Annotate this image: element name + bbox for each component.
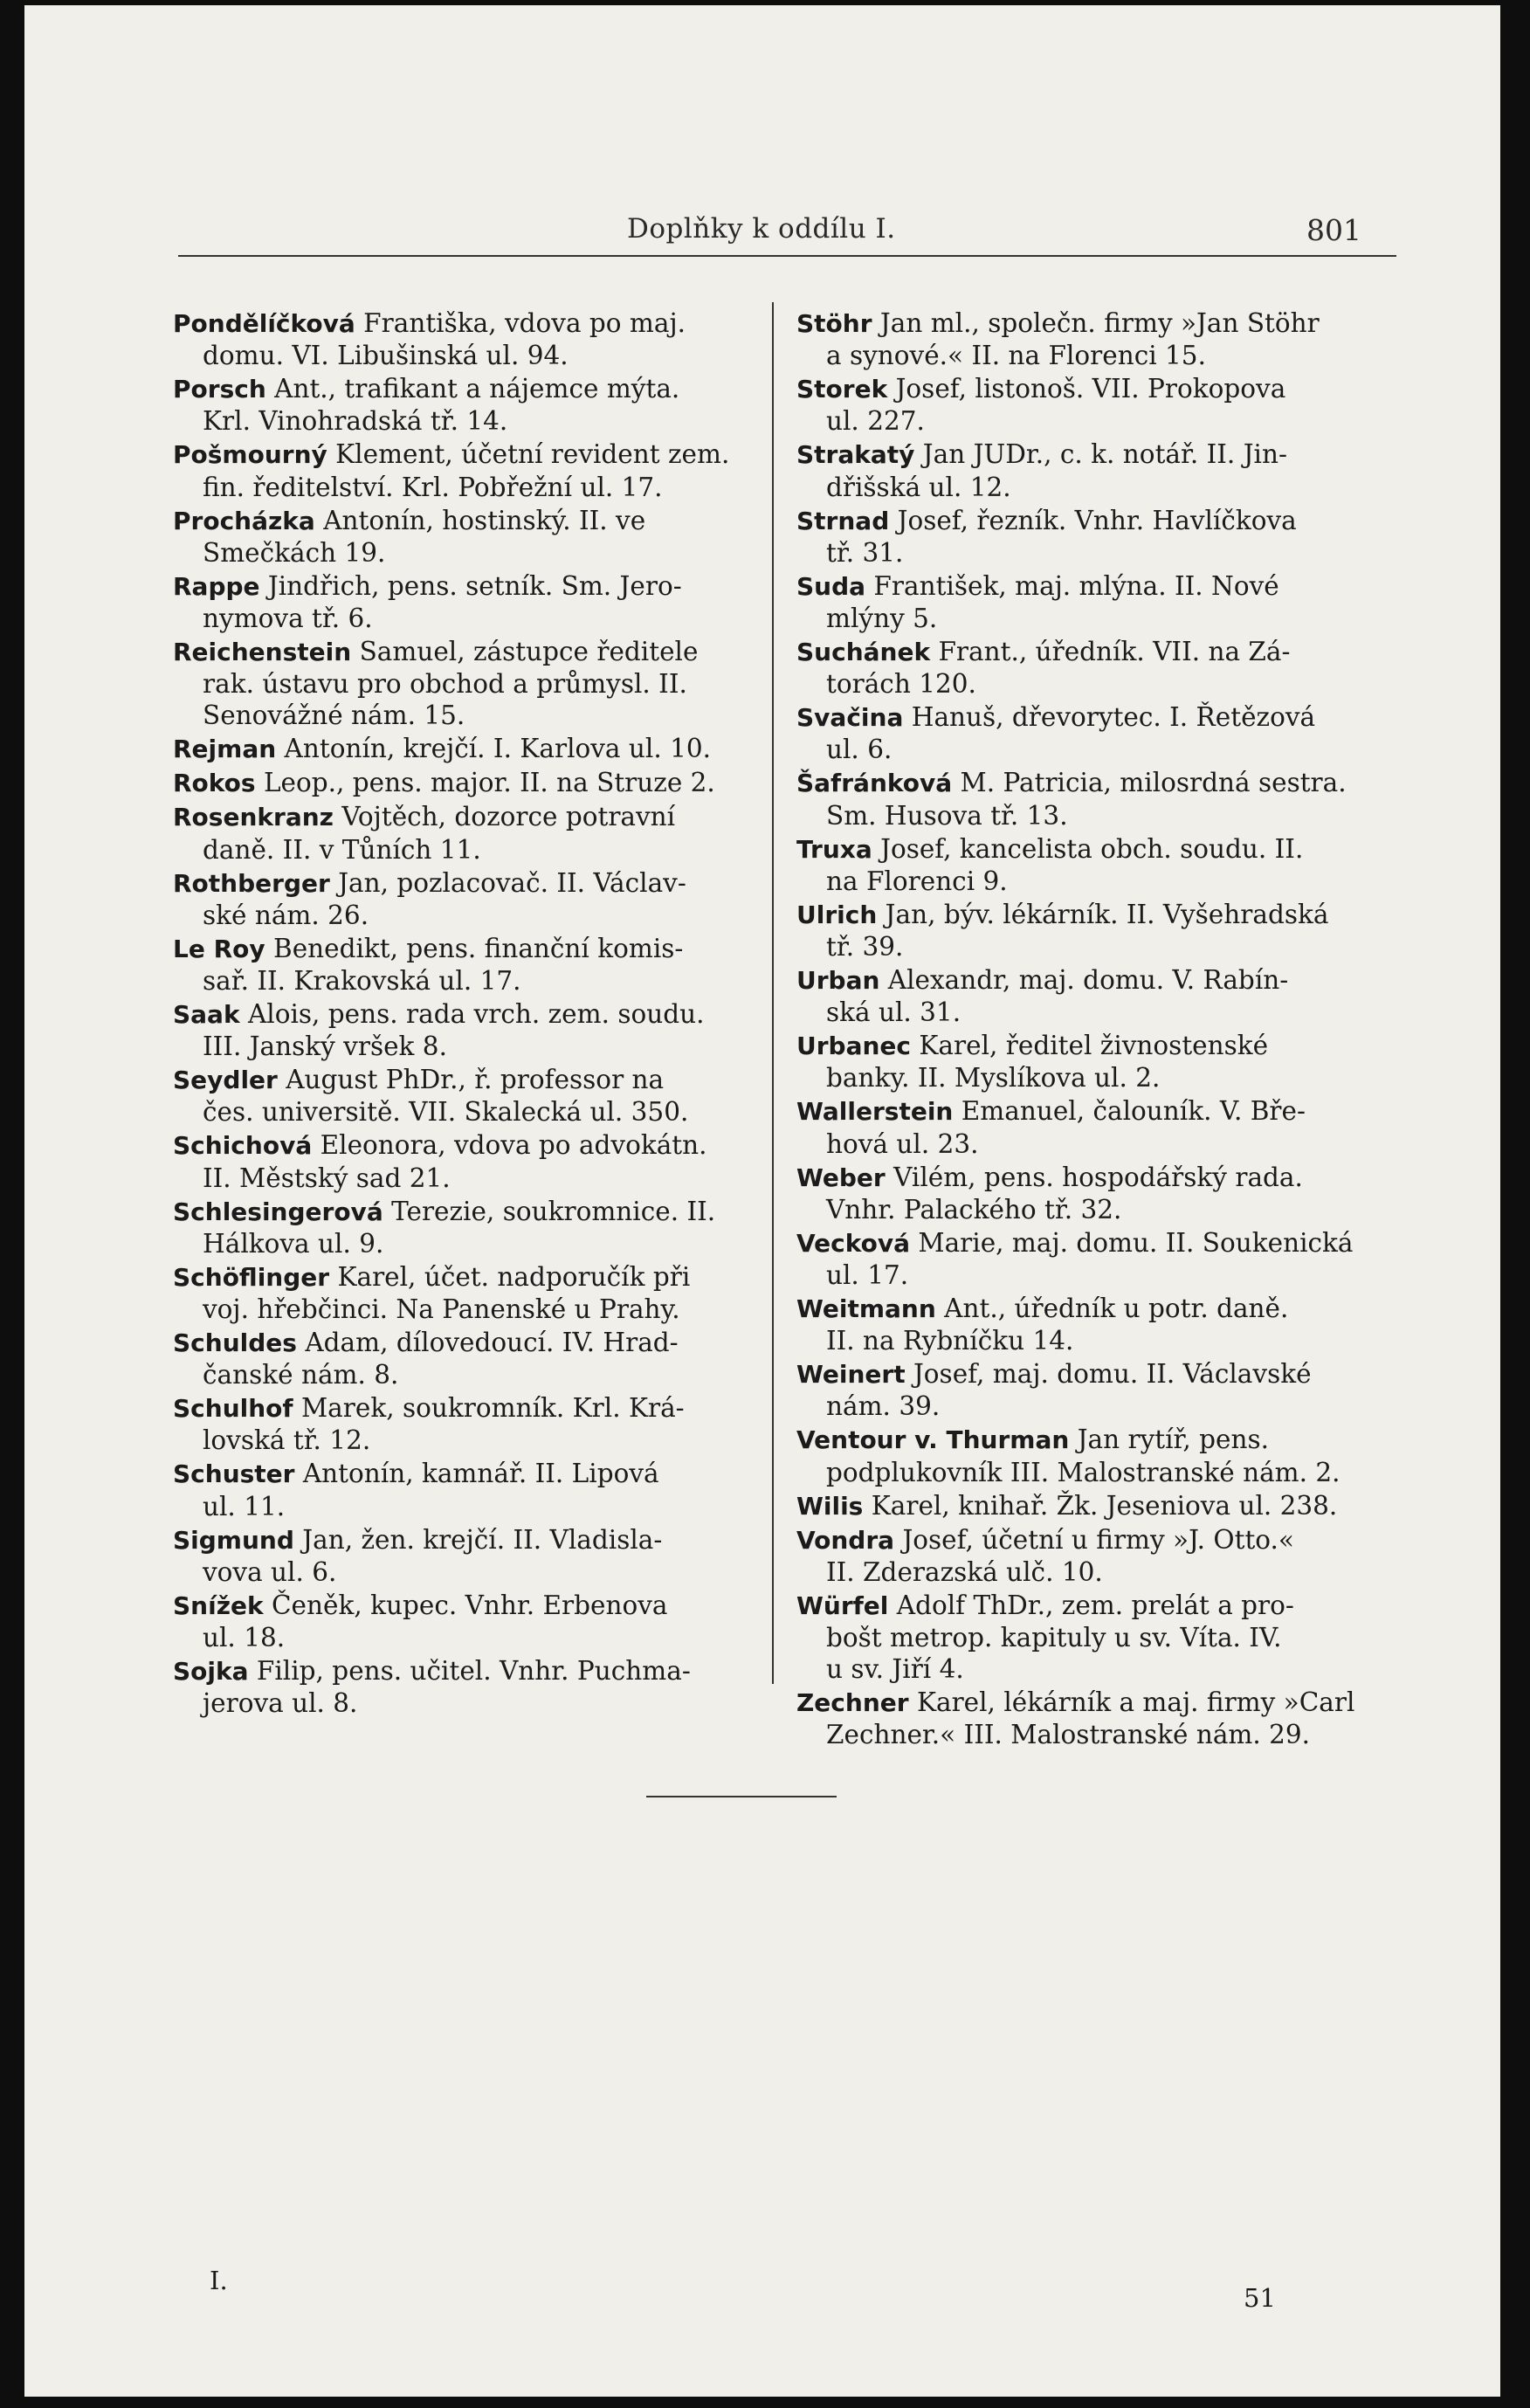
left-column bbox=[173, 307, 767, 1721]
entry-surname: Seydler bbox=[173, 1066, 278, 1095]
entry-text: Ant., úředník u potr. daně. bbox=[935, 1294, 1289, 1324]
entry-continuation: mlýny 5. bbox=[826, 604, 938, 634]
entry-line bbox=[173, 1590, 767, 1622]
entry-text: M. Patricia, milosrdná sestra. bbox=[952, 768, 1347, 798]
entry-line bbox=[173, 1064, 767, 1096]
entry-surname: Würfel bbox=[796, 1590, 889, 1620]
directory-entry bbox=[796, 701, 1399, 765]
directory-entry bbox=[173, 373, 767, 437]
entry-line bbox=[173, 801, 767, 833]
entry-surname: Svačina bbox=[796, 703, 904, 733]
entry-text: Josef, řezník. Vnhr. Havlíčkova bbox=[889, 505, 1297, 535]
entry-text: Antonín, krejčí. I. Karlova ul. 10. bbox=[276, 734, 711, 764]
column-divider bbox=[772, 302, 774, 1684]
entry-text: Benedikt, pens. finanční komis- bbox=[265, 933, 684, 963]
entry-continuation: torách 120. bbox=[826, 669, 976, 700]
entry-text: August PhDr., ř. professor na bbox=[277, 1065, 665, 1095]
entry-line bbox=[796, 505, 1399, 537]
directory-entry bbox=[173, 1327, 767, 1390]
directory-entry bbox=[796, 373, 1399, 437]
directory-entry bbox=[796, 1030, 1399, 1094]
entry-line bbox=[796, 636, 1399, 668]
entry-text: Josef, účetní u firmy »J. Otto.« bbox=[894, 1524, 1294, 1555]
entry-line bbox=[173, 438, 767, 471]
directory-entry bbox=[796, 1227, 1399, 1291]
entry-line bbox=[796, 1424, 1399, 1456]
entry-continuation: nám. 39. bbox=[826, 1391, 941, 1422]
entry-continuation: Senovážné nám. 15. bbox=[203, 700, 465, 731]
directory-entry bbox=[796, 1095, 1399, 1159]
entry-line bbox=[796, 1524, 1399, 1556]
entry-surname: Snížek bbox=[173, 1590, 264, 1620]
entry-line bbox=[796, 570, 1399, 603]
entry-line bbox=[796, 1490, 1399, 1522]
entry-surname: Schuldes bbox=[173, 1328, 297, 1358]
directory-entry bbox=[796, 964, 1399, 1028]
entry-surname: Suda bbox=[796, 571, 866, 601]
signature-mark-left: I. bbox=[210, 2266, 228, 2295]
entry-text: Adolf ThDr., zem. prelát a pro- bbox=[888, 1590, 1294, 1620]
entry-line bbox=[173, 1524, 767, 1556]
entry-line bbox=[173, 1392, 767, 1425]
entry-surname: Rosenkranz bbox=[173, 803, 334, 832]
entry-line bbox=[173, 505, 767, 537]
entry-continuation: Zechner.« III. Malostranské nám. 29. bbox=[826, 1720, 1311, 1750]
running-header bbox=[24, 213, 1500, 257]
directory-entry bbox=[796, 1524, 1399, 1588]
entry-line bbox=[173, 636, 767, 668]
entry-continuation: tř. 39. bbox=[826, 932, 904, 963]
directory-entry bbox=[173, 570, 767, 634]
directory-entry bbox=[173, 307, 767, 371]
entry-continuation: a synové.« II. na Florenci 15. bbox=[826, 341, 1206, 371]
entry-surname: Sojka bbox=[173, 1657, 249, 1687]
entry-surname: Suchánek bbox=[796, 638, 931, 667]
entry-text: Marek, soukromník. Krl. Krá- bbox=[293, 1393, 685, 1424]
entry-line bbox=[796, 438, 1399, 471]
entry-line bbox=[796, 1095, 1399, 1128]
entry-text: Eleonora, vdova po advokátn. bbox=[312, 1130, 707, 1161]
directory-entry bbox=[173, 1524, 767, 1588]
entry-surname: Ulrich bbox=[796, 900, 878, 929]
entry-surname: Rappe bbox=[173, 571, 260, 601]
entry-text: Filip, pens. učitel. Vnhr. Puchma- bbox=[248, 1656, 691, 1687]
entry-continuation: Hálkova ul. 9. bbox=[203, 1228, 384, 1259]
directory-entry bbox=[173, 636, 767, 732]
entry-text: Josef, maj. domu. II. Václavské bbox=[905, 1359, 1312, 1390]
entry-line bbox=[796, 1227, 1399, 1259]
entry-continuation: ul. 17. bbox=[826, 1260, 909, 1291]
entry-line bbox=[173, 1196, 767, 1228]
entry-surname: Rejman bbox=[173, 735, 277, 764]
entry-line bbox=[796, 899, 1399, 931]
entry-line bbox=[173, 998, 767, 1031]
entry-text: Vojtěch, dozorce potravní bbox=[333, 802, 676, 832]
entry-surname: Urbanec bbox=[796, 1032, 912, 1061]
entry-continuation: Vnhr. Palackého tř. 32. bbox=[826, 1194, 1122, 1225]
entry-continuation: III. Janský vršek 8. bbox=[203, 1032, 447, 1062]
entry-line bbox=[796, 767, 1399, 799]
entry-continuation: ul. 6. bbox=[826, 735, 892, 765]
entry-text: Alexandr, maj. domu. V. Rabín- bbox=[879, 965, 1289, 996]
entry-surname: Rokos bbox=[173, 769, 256, 798]
entry-continuation: ul. 227. bbox=[826, 406, 925, 437]
entry-continuation: podplukovník III. Malostranské nám. 2. bbox=[826, 1457, 1340, 1487]
entry-surname: Le Roy bbox=[173, 934, 265, 963]
entry-line bbox=[796, 1293, 1399, 1325]
entry-surname: Urban bbox=[796, 966, 880, 996]
entry-text: Leop., pens. major. II. na Struze 2. bbox=[255, 768, 715, 798]
entry-line bbox=[796, 1358, 1399, 1390]
entry-line bbox=[173, 1129, 767, 1162]
entry-surname: Schuster bbox=[173, 1459, 295, 1489]
signature-mark-right: 51 bbox=[1244, 2283, 1276, 2313]
entry-surname: Schichová bbox=[173, 1131, 313, 1161]
directory-entry bbox=[173, 1261, 767, 1325]
directory-entry bbox=[796, 505, 1399, 569]
entry-continuation: nymova tř. 6. bbox=[203, 604, 373, 634]
directory-entry bbox=[796, 1162, 1399, 1225]
directory-entry bbox=[796, 307, 1399, 371]
directory-entry bbox=[173, 1129, 767, 1193]
entry-surname: Wallerstein bbox=[796, 1097, 954, 1127]
entry-text: Adam, dílovedoucí. IV. Hrad- bbox=[296, 1328, 679, 1358]
entry-line bbox=[796, 307, 1399, 340]
entry-text: Hanuš, dřevorytec. I. Řetězová bbox=[903, 702, 1316, 733]
directory-entry bbox=[796, 833, 1399, 897]
entry-continuation: vova ul. 6. bbox=[203, 1556, 337, 1587]
entry-text: Samuel, zástupce ředitele bbox=[351, 637, 699, 667]
entry-line bbox=[173, 307, 767, 340]
entry-text: Josef, kancelista obch. soudu. II. bbox=[872, 833, 1304, 864]
directory-entry bbox=[173, 933, 767, 997]
directory-entry bbox=[796, 1424, 1399, 1487]
entry-surname: Sigmund bbox=[173, 1525, 294, 1555]
entry-surname: Weitmann bbox=[796, 1294, 936, 1324]
directory-entry bbox=[173, 767, 767, 799]
entry-continuation: hová ul. 23. bbox=[826, 1128, 979, 1159]
entry-continuation: ská ul. 31. bbox=[826, 997, 961, 1028]
directory-entry bbox=[796, 636, 1399, 700]
entry-continuation: čes. universitě. VII. Skalecká ul. 350. bbox=[203, 1097, 689, 1128]
directory-entry bbox=[173, 1064, 767, 1128]
entry-continuation: II. Zderazská ulč. 10. bbox=[826, 1556, 1103, 1587]
entry-line bbox=[173, 767, 767, 799]
entry-continuation: čanské nám. 8. bbox=[203, 1360, 399, 1390]
directory-entry bbox=[173, 438, 767, 502]
entry-surname: Weber bbox=[796, 1163, 886, 1192]
entry-surname: Schlesingerová bbox=[173, 1197, 383, 1226]
entry-surname: Storek bbox=[796, 375, 888, 404]
entry-line bbox=[173, 733, 767, 765]
entry-continuation: II. Městský sad 21. bbox=[203, 1163, 451, 1193]
directory-entry bbox=[796, 570, 1399, 634]
entry-continuation: jerova ul. 8. bbox=[203, 1688, 358, 1719]
entry-line bbox=[796, 964, 1399, 997]
entry-text: Karel, ředitel živnostenské bbox=[911, 1031, 1269, 1061]
entry-line bbox=[173, 1655, 767, 1687]
entry-continuation: bošt metrop. kapituly u sv. Víta. IV. bbox=[826, 1623, 1282, 1653]
entry-text: Alois, pens. rada vrch. zem. soudu. bbox=[239, 999, 705, 1030]
directory-entry bbox=[796, 1293, 1399, 1356]
entry-line bbox=[796, 1590, 1399, 1622]
right-column bbox=[796, 307, 1399, 1752]
entry-text: Čeněk, kupec. Vnhr. Erbenova bbox=[263, 1590, 668, 1620]
entry-text: Františka, vdova po maj. bbox=[355, 308, 686, 338]
entry-text: Terezie, soukromnice. II. bbox=[382, 1196, 716, 1226]
entry-surname: Pondělíčková bbox=[173, 309, 355, 338]
entry-line bbox=[173, 1458, 767, 1490]
end-rule bbox=[646, 1796, 837, 1797]
header-rule bbox=[178, 255, 1396, 257]
entry-text: Antonín, kamnář. II. Lipová bbox=[294, 1459, 659, 1489]
entry-continuation: na Florenci 9. bbox=[826, 866, 1008, 896]
directory-entry bbox=[173, 1392, 767, 1456]
entry-text: Ant., trafikant a nájemce mýta. bbox=[265, 374, 680, 404]
directory-entry bbox=[796, 1687, 1399, 1750]
entry-text: Jan, žen. krejčí. II. Vladisla- bbox=[293, 1524, 663, 1555]
entry-line bbox=[796, 1162, 1399, 1194]
entry-text: Jan JUDr., c. k. notář. II. Jin- bbox=[914, 439, 1287, 470]
entry-surname: Zechner bbox=[796, 1688, 909, 1718]
entry-surname: Strnad bbox=[796, 506, 890, 535]
entry-text: Jan, býv. lékárník. II. Vyšehradská bbox=[877, 899, 1329, 929]
directory-entry bbox=[173, 1196, 767, 1259]
entry-continuation: voj. hřebčinci. Na Panenské u Prahy. bbox=[203, 1294, 680, 1325]
entry-surname: Stöhr bbox=[796, 309, 872, 338]
entry-line bbox=[173, 867, 767, 900]
entry-line bbox=[796, 1687, 1399, 1719]
entry-text: Frant., úředník. VII. na Zá- bbox=[930, 637, 1291, 667]
entry-line bbox=[796, 833, 1399, 866]
entry-surname: Procházka bbox=[173, 506, 315, 535]
entry-text: Karel, lékárník a maj. firmy »Carl bbox=[908, 1687, 1355, 1718]
entry-surname: Weinert bbox=[796, 1360, 906, 1390]
entry-continuation: lovská tř. 12. bbox=[203, 1425, 371, 1456]
entry-line bbox=[173, 373, 767, 405]
entry-continuation: u sv. Jiří 4. bbox=[826, 1654, 964, 1685]
entry-surname: Wilis bbox=[796, 1491, 864, 1521]
entry-surname: Reichenstein bbox=[173, 638, 352, 667]
directory-entry bbox=[173, 867, 767, 931]
entry-line bbox=[173, 1261, 767, 1294]
entry-surname: Vondra bbox=[796, 1525, 895, 1555]
entry-text: Jan, pozlacovač. II. Václav- bbox=[329, 867, 686, 898]
entry-continuation: ské nám. 26. bbox=[203, 900, 369, 930]
directory-entry bbox=[796, 1358, 1399, 1422]
entry-text: Jan ml., společn. firmy »Jan Stöhr bbox=[872, 308, 1320, 338]
entry-continuation: domu. VI. Libušinská ul. 94. bbox=[203, 341, 569, 371]
entry-text: Jindřich, pens. setník. Sm. Jero- bbox=[259, 570, 682, 601]
entry-continuation: ul. 18. bbox=[203, 1623, 286, 1653]
entry-line bbox=[173, 570, 767, 603]
entry-continuation: Sm. Husova tř. 13. bbox=[826, 800, 1068, 831]
entry-surname: Schulhof bbox=[173, 1394, 293, 1424]
entry-line bbox=[796, 373, 1399, 405]
entry-text: Emanuel, čalouník. V. Bře- bbox=[953, 1096, 1306, 1127]
entry-surname: Truxa bbox=[796, 834, 872, 864]
entry-continuation: fin. ředitelství. Krl. Pobřežní ul. 17. bbox=[203, 472, 663, 502]
directory-entry bbox=[173, 998, 767, 1062]
page-number: 801 bbox=[1306, 213, 1361, 247]
entry-continuation: banky. II. Myslíkova ul. 2. bbox=[826, 1063, 1161, 1094]
entry-text: Jan rytíř, pens. bbox=[1069, 1425, 1270, 1455]
book-page bbox=[24, 5, 1500, 2397]
entry-surname: Strakatý bbox=[796, 440, 915, 470]
entry-continuation: Krl. Vinohradská tř. 14. bbox=[203, 406, 508, 437]
entry-continuation: ul. 11. bbox=[203, 1491, 286, 1521]
entry-text: Antonín, hostinský. II. ve bbox=[314, 505, 646, 535]
entry-surname: Rothberger bbox=[173, 868, 330, 898]
entry-continuation: dřišská ul. 12. bbox=[826, 472, 1011, 502]
directory-entry bbox=[173, 505, 767, 569]
header-title: Doplňky k oddílu I. bbox=[627, 213, 896, 245]
entry-continuation: sař. II. Krakovská ul. 17. bbox=[203, 966, 521, 997]
directory-entry bbox=[796, 438, 1399, 502]
directory-entry bbox=[796, 1490, 1399, 1522]
entry-continuation: daně. II. v Tůních 11. bbox=[203, 834, 481, 865]
directory-entry bbox=[796, 899, 1399, 963]
entry-surname: Porsch bbox=[173, 375, 266, 404]
entry-continuation: Smečkách 19. bbox=[203, 537, 386, 568]
entry-line bbox=[173, 1327, 767, 1359]
entry-surname: Schöflinger bbox=[173, 1262, 330, 1292]
directory-entry bbox=[796, 767, 1399, 831]
directory-entry bbox=[173, 801, 767, 865]
entry-surname: Pošmourný bbox=[173, 440, 327, 470]
directory-entry bbox=[173, 1590, 767, 1653]
entry-continuation: rak. ústavu pro obchod a průmysl. II. bbox=[203, 669, 687, 700]
entry-line bbox=[173, 933, 767, 965]
entry-continuation: II. na Rybníčku 14. bbox=[826, 1326, 1074, 1356]
entry-text: František, maj. mlýna. II. Nové bbox=[865, 570, 1279, 601]
entry-surname: Vecková bbox=[796, 1228, 910, 1258]
directory-entry bbox=[173, 1458, 767, 1521]
entry-text: Karel, účet. nadporučík při bbox=[329, 1261, 691, 1292]
entry-surname: Ventour v. Thurman bbox=[796, 1425, 1070, 1455]
entry-text: Josef, listonoš. VII. Prokopova bbox=[887, 374, 1286, 404]
directory-entry bbox=[796, 1590, 1399, 1686]
entry-continuation: tř. 31. bbox=[826, 537, 904, 568]
directory-entry bbox=[173, 1655, 767, 1719]
entry-surname: Šafránková bbox=[796, 769, 953, 798]
entry-line bbox=[796, 701, 1399, 734]
entry-text: Klement, účetní revident zem. bbox=[327, 439, 730, 470]
entry-text: Karel, knihař. Žk. Jeseniova ul. 238. bbox=[863, 1490, 1338, 1521]
directory-entry bbox=[173, 733, 767, 765]
entry-text: Vilém, pens. hospodářský rada. bbox=[885, 1162, 1303, 1192]
entry-line bbox=[796, 1030, 1399, 1062]
entry-text: Marie, maj. domu. II. Soukenická bbox=[909, 1227, 1354, 1258]
entry-surname: Saak bbox=[173, 1000, 240, 1030]
